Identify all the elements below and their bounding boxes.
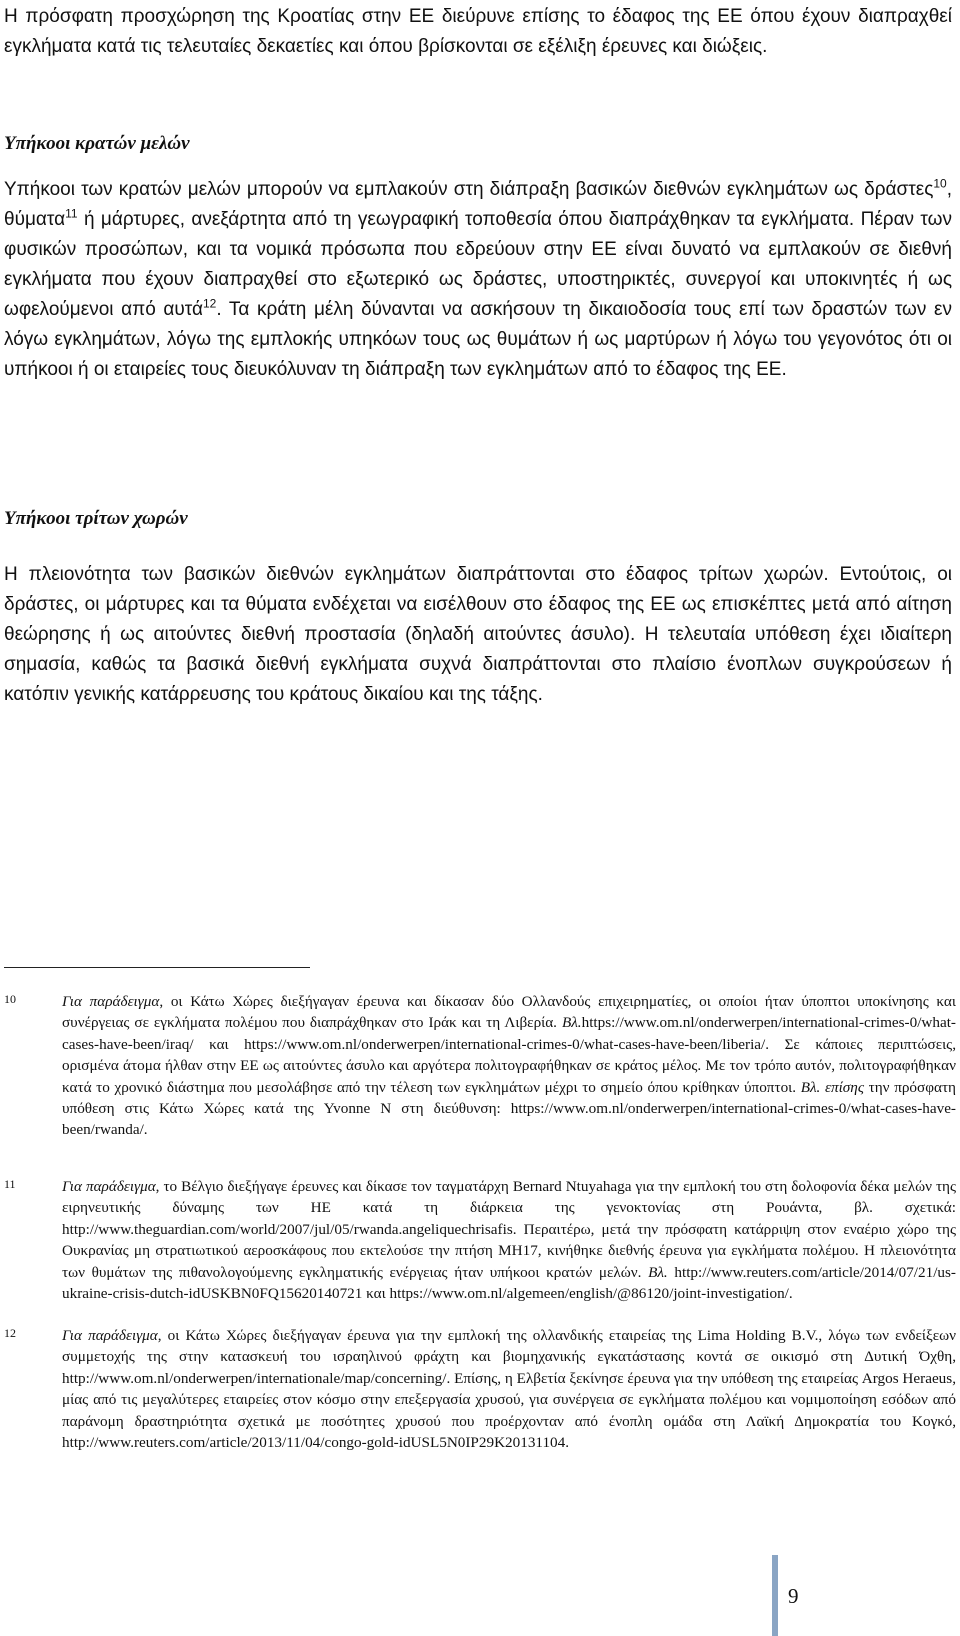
footnote-text <box>62 1325 956 1453</box>
footnote-number: 12 <box>4 1326 16 1340</box>
member-state-nationals-paragraph <box>4 175 952 385</box>
footnote-body: https://www.om.nl/onderwerpen/international-crimes-0/what-cases-have-been/iraq/ και https://www.om.nl/onderwerpen/international-crimes-0/what-cases-have-been/liberia/. Σε κάποιες περιπτώσεις, ορισμένα άτομα ήλθαν στην ΕΕ ως αιτούντες άσυλο και αργότερα πολιτογραφήθηκαν σε κράτος μέλος. Με τον τρόπο αυτόν, πολιτογραφήθηκαν κατά το χρονικό διάστημα που μεσολάβησε από την τέλεση των εγκλημάτων μέχρι το σημείο όπου κρίθηκαν ύποπτοι. <box>62 1014 956 1096</box>
intro-paragraph: Η πρόσφατη προσχώρηση της Κροατίας στην ΕΕ διεύρυνε επίσης το έδαφος της ΕΕ όπου έχουν διαπραχθεί εγκλήματα κατά τις τελευταίες δεκαετίες και όπου βρίσκονται σε εξέλιξη έρευνες και διώξεις. <box>4 6 952 57</box>
paragraph-text: Υπήκοοι των κρατών μελών μπορούν να εμπλακούν στη διάπραξη βασικών διεθνών εγκλημάτων ως δράστες <box>4 179 934 200</box>
footnote-text <box>62 991 956 1141</box>
footnote-body: , οι Κάτω Χώρες διεξήγαγαν έρευνα και δίκασαν δύο Ολλανδούς επιχειρηματίες, οι οποίοι ήταν ύποπτοι υποκίνησης και συνέργειας σε εγκλήματα πολέμου που διαπράχθηκαν στο Ιράκ και τη Λιβερία. <box>62 993 956 1032</box>
see-reference: Βλ. <box>648 1263 668 1281</box>
section-heading-third-country-nationals: Υπήκοοι τρίτων χωρών <box>4 508 188 529</box>
footnote-body: , οι Κάτω Χώρες διεξήγαγαν έρευνα για την εμπλοκή της ολλανδικής εταιρείας της Lima Holding B.V., λόγω των ενδείξεων συμμετοχής της στην κατασκευή του ισραηλινού φράχτη και βιομηχανικής εγκατάστασης κοντά σε οικισμό στη Δυτική Όχθη, http://www.om.nl/onderwerpen/internationale/map/concerning/. Επίσης, η Ελβετία ξεκίνησε έρευνα για την υπόθεση της εταιρείας Argos Heraeus, μίας από τις μεγαλύτερες εταιρείες στον κόσμο στην επεξεργασία χρυσού, για συνέργεια σε εγκλήματα πολέμου και νομιμοποίηση εσόδων από παράνομη δραστηριότητα σχετικά με ποσότητες χρυσού που προέρχονταν από ένοπλη ομάδα στη Λαϊκή Δημοκρατία του Κογκό, http://www.reuters.com/article/2013/11/04/congo-gold-idUSL5N0IP29K20131104. <box>62 1327 956 1452</box>
see-reference: Βλ. <box>561 1014 582 1032</box>
footnote-ref-12[interactable]: 12 <box>202 296 217 311</box>
footnote-ref-11[interactable]: 11 <box>65 206 78 221</box>
third-country-nationals-paragraph: Η πλειονότητα των βασικών διεθνών εγκλημάτων διαπράττονται στο έδαφος τρίτων χωρών. Εντούτοις, οι δράστες, οι μάρτυρες και τα θύματα ενδέχεται να εισέλθουν στο έδαφος της ΕΕ ως επισκέπτες μετά από αίτηση θεώρησης ή ως αιτούντες διεθνή προστασία (δηλαδή αιτούντες άσυλο). Η τελευταία υπόθεση έχει ιδιαίτερη σημασία, καθώς τα βασικά διεθνή εγκλήματα συχνά διαπράττονται στο πλαίσιο ένοπλων συγκρούσεων ή κατόπιν γενικής κατάρρευσης του κράτους δικαίου και της τάξης. <box>4 564 952 705</box>
page-number-bar <box>772 1555 778 1636</box>
footnote-separator <box>4 967 310 968</box>
footnote-lead: Για παράδειγμα <box>62 1178 156 1195</box>
footnote-lead: Για παράδειγμα <box>62 1327 158 1344</box>
see-also-reference: Βλ. επίσης <box>800 1078 864 1096</box>
paragraph-text: . Τα κράτη μέλη δύνανται να ασκήσουν τη δικαιοδοσία τους επί των δραστών των εν λόγω εγκλημάτων, λόγω της εμπλοκής υπηκόων τους ως θυμάτων ή ως μαρτύρων ή λόγω του γεγονότος ότι οι υπήκοοι ή οι εταιρείες τους διευκόλυναν τη διάπραξη των εγκλημάτων από το έδαφος της ΕΕ. <box>4 299 952 380</box>
footnote-text <box>62 1176 956 1304</box>
footnote-body: , το Βέλγιο διεξήγαγε έρευνες και δίκασε τον ταγματάρχη Bernard Ntuyahaga για την εμπλοκή του στη δολοφονία δέκα μελών της ειρηνευτικής δύναμης των ΗΕ κατά τη διάρκεια της γενοκτονίας στη Ρουάντα, βλ. σχετικά: http://www.theguardian.com/world/2007/jul/05/rwanda.angeliquechrisafis. Περαιτέρω, μετά την πρόσφατη κατάρριψη στον εναέριο χώρο της Ουκρανίας μη στρατιωτικού αεροσκάφους που εκτελούσε την πτήση MH17, κινήθηκε διεθνής έρευνα για εγκλήματα πολέμου. Η πλειονότητα των θυμάτων της πιθανολογούμενης εγκληματικής ενέργειας ήταν υπήκοοι κρατών μελών. <box>62 1178 956 1281</box>
footnote-body: http://www.reuters.com/article/2014/07/21/us-ukraine-crisis-dutch-idUSKBN0FQ15620140721 και https://www.om.nl/algemeen/english/@86120/joint-investigation/. <box>62 1263 956 1303</box>
footnote-number: 11 <box>4 1177 16 1191</box>
paragraph-text: , θύματα <box>4 179 952 230</box>
footnote-number: 10 <box>4 992 16 1006</box>
footnote-ref-10[interactable]: 10 <box>933 176 947 191</box>
section-heading-member-state-nationals: Υπήκοοι κρατών μελών <box>4 133 190 154</box>
footnote-lead: Για παράδειγμα <box>62 993 160 1010</box>
page-number: 9 <box>788 1584 799 1608</box>
paragraph-text: ή μάρτυρες, ανεξάρτητα από τη γεωγραφική τοποθεσία όπου διαπράχθηκαν τα εγκλήματα. Πέραν των φυσικών προσώπων, και τα νομικά πρόσωπα που εδρεύουν στην ΕΕ είναι δυνατό να εμπλακούν σε διεθνή εγκλήματα που έχουν διαπραχθεί στο εξωτερικό ως δράστες, υποστηρικτές, συνεργοί και υποκινητές ή ως ωφελούμενοι από αυτά <box>4 209 952 320</box>
footnote-body: την πρόσφατη υπόθεση στις Κάτω Χώρες κατά της Yvonne N στη διεύθυνση: https://www.om.nl/onderwerpen/international-crimes-0/what-cases-have-been/rwanda/. <box>62 1078 956 1139</box>
